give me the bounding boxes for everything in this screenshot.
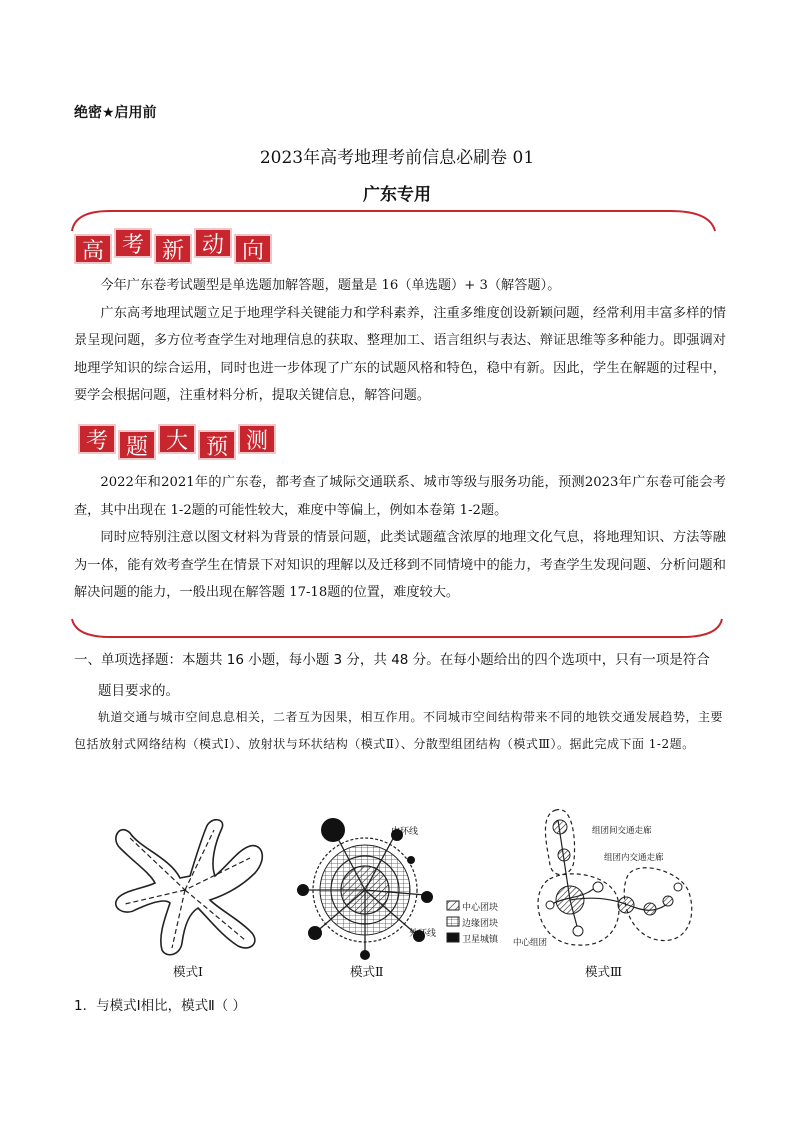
label-corridor-between: 组团间交通走廊 — [592, 826, 652, 836]
label-outer-ring: 外环线 — [409, 929, 437, 939]
badge-char: 预 — [198, 430, 236, 460]
figure-mode-1 — [110, 818, 270, 958]
badge-char: 考 — [114, 228, 152, 258]
page-subtitle: 广东专用 — [363, 185, 431, 205]
badge-exam-predictions — [78, 427, 276, 460]
paragraph: 今年广东卷考试题型是单选题加解答题，题量是 16（单选题）+ 3（解答题）。 — [100, 278, 561, 293]
heading-line: 题目要求的。 — [98, 683, 179, 699]
badge-char: 动 — [194, 228, 232, 258]
caption-mode-2: 模式Ⅱ — [350, 964, 384, 979]
question-1: 1．与模式Ⅰ相比，模式Ⅱ（ ） — [74, 998, 247, 1014]
legend-edge-cluster: 边缘团块 — [462, 919, 499, 929]
heading-line: 一、单项选择题：本题共 16 小题，每小题 3 分，共 48 分。在每小题给出的四个选项中，只有一项是符合 — [74, 652, 710, 668]
badge-char: 向 — [234, 234, 272, 264]
label-central-cluster: 中心组团 — [513, 938, 548, 948]
badge-char: 题 — [118, 430, 156, 460]
legend-center-cluster: 中心团块 — [462, 903, 499, 913]
section1-text — [74, 272, 726, 410]
label-inner-ring: 内环线 — [391, 827, 419, 837]
label-corridor-within: 组团内交通走廊 — [604, 853, 664, 863]
badge-char: 高 — [74, 234, 112, 264]
badge-char: 测 — [238, 424, 276, 454]
badge-char: 大 — [158, 424, 196, 454]
page-title: 2023年高考地理考前信息必刷卷 01 — [259, 148, 535, 168]
paragraph: 广东高考地理试题立足于地理学科关键能力和学科素养，注重多维度创设新颖问题，经常利用丰富多样的情景呈现问题，多方位考查学生对地理信息的获取、整理加工、语言组织与表达、辩证思维等多种能力。即强调对地理学知识的综合运用，同时也进一步体现了广东的试题风格和特色，稳中有新。因此，学生在解题的过程中，要学会根据问题，注重材料分析，提取关键信息，解答问题。 — [74, 305, 726, 403]
badge-exam-trends — [74, 231, 272, 264]
paragraph: 2022年和2021年的广东卷，都考查了城际交通联系、城市等级与服务功能，预测2023年广东卷可能会考查，其中出现在 1-2题的可能性较大，难度中等偏上，例如本卷第 1-2题。 — [74, 475, 726, 518]
reading-passage — [74, 704, 734, 758]
legend-satellite-town: 卫星城镇 — [462, 935, 499, 945]
section2-text — [74, 469, 726, 607]
badge-char: 考 — [78, 424, 116, 454]
confidential-mark: 绝密★启用前 — [74, 105, 157, 121]
decorative-arc-bottom — [70, 615, 725, 645]
caption-mode-1: 模式Ⅰ — [173, 964, 203, 979]
badge-char: 新 — [154, 234, 192, 264]
paragraph: 同时应特别注意以图文材料为背景的情景问题，此类试题蕴含浓厚的地理文化气息，将地理知识、方法等融为一体，能有效考查学生在情景下对知识的理解以及迁移到不同情境中的能力，考查学生发现问题、分析问题和解决问题的能力，一般出现在解答题 17-18题的位置，难度较大。 — [74, 530, 726, 600]
caption-mode-3: 模式Ⅲ — [585, 964, 623, 979]
passage-text: 轨道交通与城市空间息息相关，二者互为因果，相互作用。不同城市空间结构带来不同的地铁交通发展趋势，主要包括放射式网络结构（模式Ⅰ）、放射状与环状结构（模式Ⅱ）、分散型组团结构（模式Ⅲ）。据此完成下面 1-2题。 — [74, 710, 724, 751]
question-section-heading — [74, 645, 734, 707]
